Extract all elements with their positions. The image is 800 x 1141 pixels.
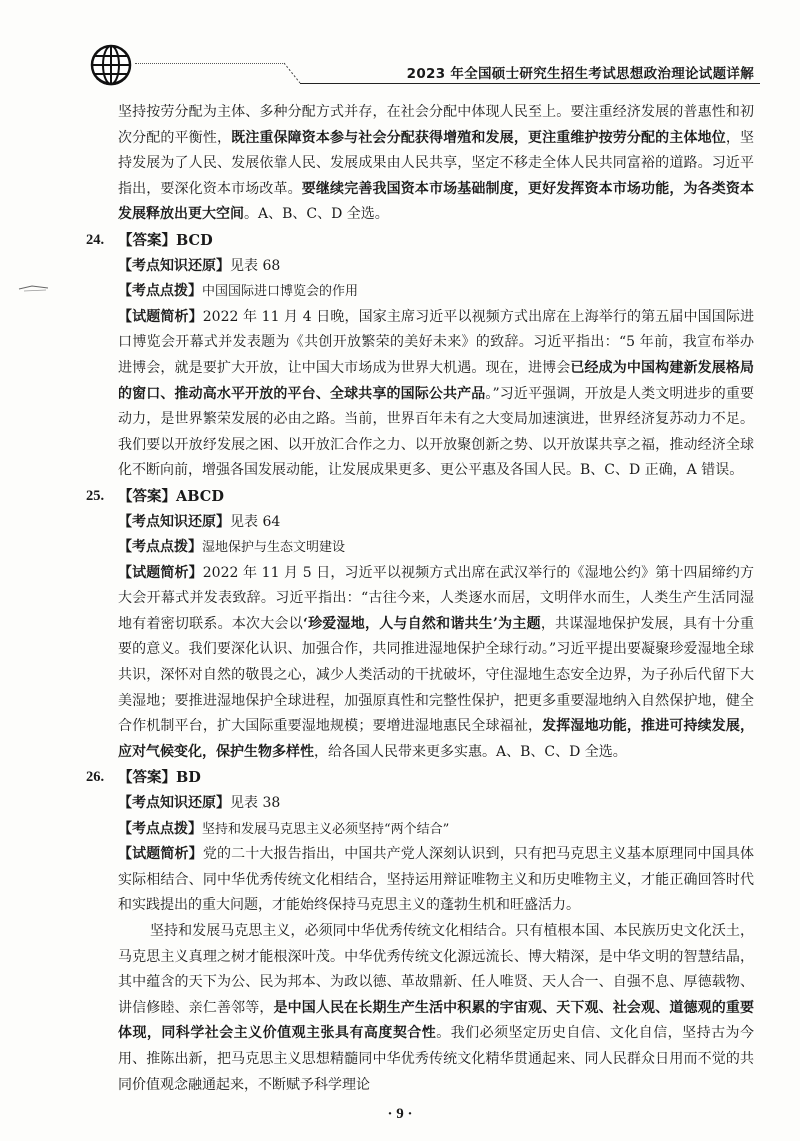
header-rule xyxy=(300,83,760,84)
page-number: · 9 · xyxy=(387,1106,413,1122)
margin-mark-icon xyxy=(18,282,50,294)
page-header xyxy=(0,0,800,100)
question-25-answer: 25. 【答案】 ABCD xyxy=(86,487,224,505)
question-24-point: 【考点点拨】中国国际进口博览会的作用 xyxy=(118,283,359,300)
page-content xyxy=(86,100,754,1098)
question-25-point: 【考点点拨】湿地保护与生态文明建设 xyxy=(118,539,346,556)
question-24-answer: 24. 【答案】 BCD xyxy=(86,231,213,249)
intro-paragraph: 坚持按劳分配为主体、多种分配方式并存，在社会分配中体现人民至上。要注重经济发展的普惠性和初次分配的平衡性，既注重保障资本参与社会分配获得增殖和发展，更注重维护按劳分配的主体地位，坚持发展为了人民、发展依靠人民、发展成果由人民共享，坚定不移走全体人民共同富裕的道路。习近平指出，要深化资本市场改革。要继续完善我国资本市场基础制度，更好发挥资本市场功能，为各类资本发展释放出更大空间。A、B、C、D 全选。 xyxy=(118,104,755,223)
question-24-knowledge: 【考点知识还原】见表 68 xyxy=(118,257,281,274)
question-25-analysis: 【试题简析】2022 年 11 月 5 日，习近平以视频方式出席在武汉举行的《湿地公约》第十四届缔约方大会开幕式并发表致辞。习近平指出：“古往今来，人类逐水而居，文明伴水而生，人类生产生活同湿地有着密切联系。本次大会以‘珍爱湿地，人与自然和谐共生’为主题，共谋湿地保护发展，具有十分重要的意义。我们要深化认识、加强合作，共同推进湿地保护全球行动。”习近平提出要凝聚珍爱湿地全球共识，深怀对自然的敬畏之心，减少人类活动的干扰破坏，守住湿地生态安全边界，为子孙后代留下大美湿地；要推进湿地保护全球进程，加强原真性和完整性保护，把更多重要湿地纳入自然保护地，健全合作机制平台，扩大国际重要湿地规模；要增进湿地惠民全球福祉，发挥湿地功能，推进可持续发展，应对气候变化，保护生物多样性，给各国人民带来更多实惠。A、B、C、D 全选。 xyxy=(118,564,755,760)
header-title: 2023 年全国硕士研究生招生考试思想政治理论试题详解 xyxy=(406,66,754,82)
header-dotted-line xyxy=(135,63,285,64)
question-26-knowledge: 【考点知识还原】见表 38 xyxy=(118,795,281,812)
question-26-point: 【考点点拨】坚持和发展马克思主义必须坚持“两个结合” xyxy=(118,820,450,837)
question-26-analysis: 【试题简析】党的二十大报告指出，中国共产党人深刻认识到，只有把马克思主义基本原理同中国具体实际相结合、同中华优秀传统文化相结合，坚持运用辩证唯物主义和历史唯物主义，才能正确回答时代和实践提出的重大问题，才能始终保持马克思主义的蓬勃生机和旺盛活力。 xyxy=(118,846,755,914)
question-26-answer: 26. 【答案】 BD xyxy=(86,769,201,787)
question-26-paragraph-2: 坚持和发展马克思主义，必须同中华优秀传统文化相结合。只有植根本国、本民族历史文化沃土，马克思主义真理之树才能根深叶茂。中华优秀传统文化源远流长、博大精深，是中华文明的智慧结晶，其中蕴含的天下为公、民为邦本、为政以德、革故鼎新、任人唯贤、天人合一、自强不息、厚德载物、讲信修睦、亲仁善邻等，是中国人民在长期生产生活中积累的宇宙观、天下观、社会观、道德观的重要体现，同科学社会主义价值观主张具有高度契合性。我们必须坚定历史自信、文化自信，坚持古为今用、推陈出新，把马克思主义思想精髓同中华优秀传统文化精华贯通起来、同人民群众日用而不觉的共同价值观念融通起来，不断赋予科学理论 xyxy=(118,923,755,1093)
question-24-analysis: 【试题简析】2022 年 11 月 4 日晚，国家主席习近平以视频方式出席在上海举行的第五届中国国际进口博览会开幕式并发表题为《共创开放繁荣的美好未来》的致辞。习近平指出：“5 年前，我宣布举办进博会，就是要扩大开放，让中国大市场成为世界大机遇。现在，进博会已经成为中国构建新发展格局的窗口、推动高水平开放的平台、全球共享的国际公共产品。”习近平强调，开放是人类文明进步的重要动力，是世界繁荣发展的必由之路。当前，世界百年未有之大变局加速演进，世界经济复苏动力不足。我们要以开放纾发展之困、以开放汇合作之力、以开放聚创新之势、以开放谋共享之福，推动经济全球化不断向前，增强各国发展动能，让发展成果更多、更公平惠及各国人民。B、C、D 正确，A 错误。 xyxy=(118,308,755,479)
question-25-knowledge: 【考点知识还原】见表 64 xyxy=(118,513,281,530)
globe-icon xyxy=(88,42,134,88)
